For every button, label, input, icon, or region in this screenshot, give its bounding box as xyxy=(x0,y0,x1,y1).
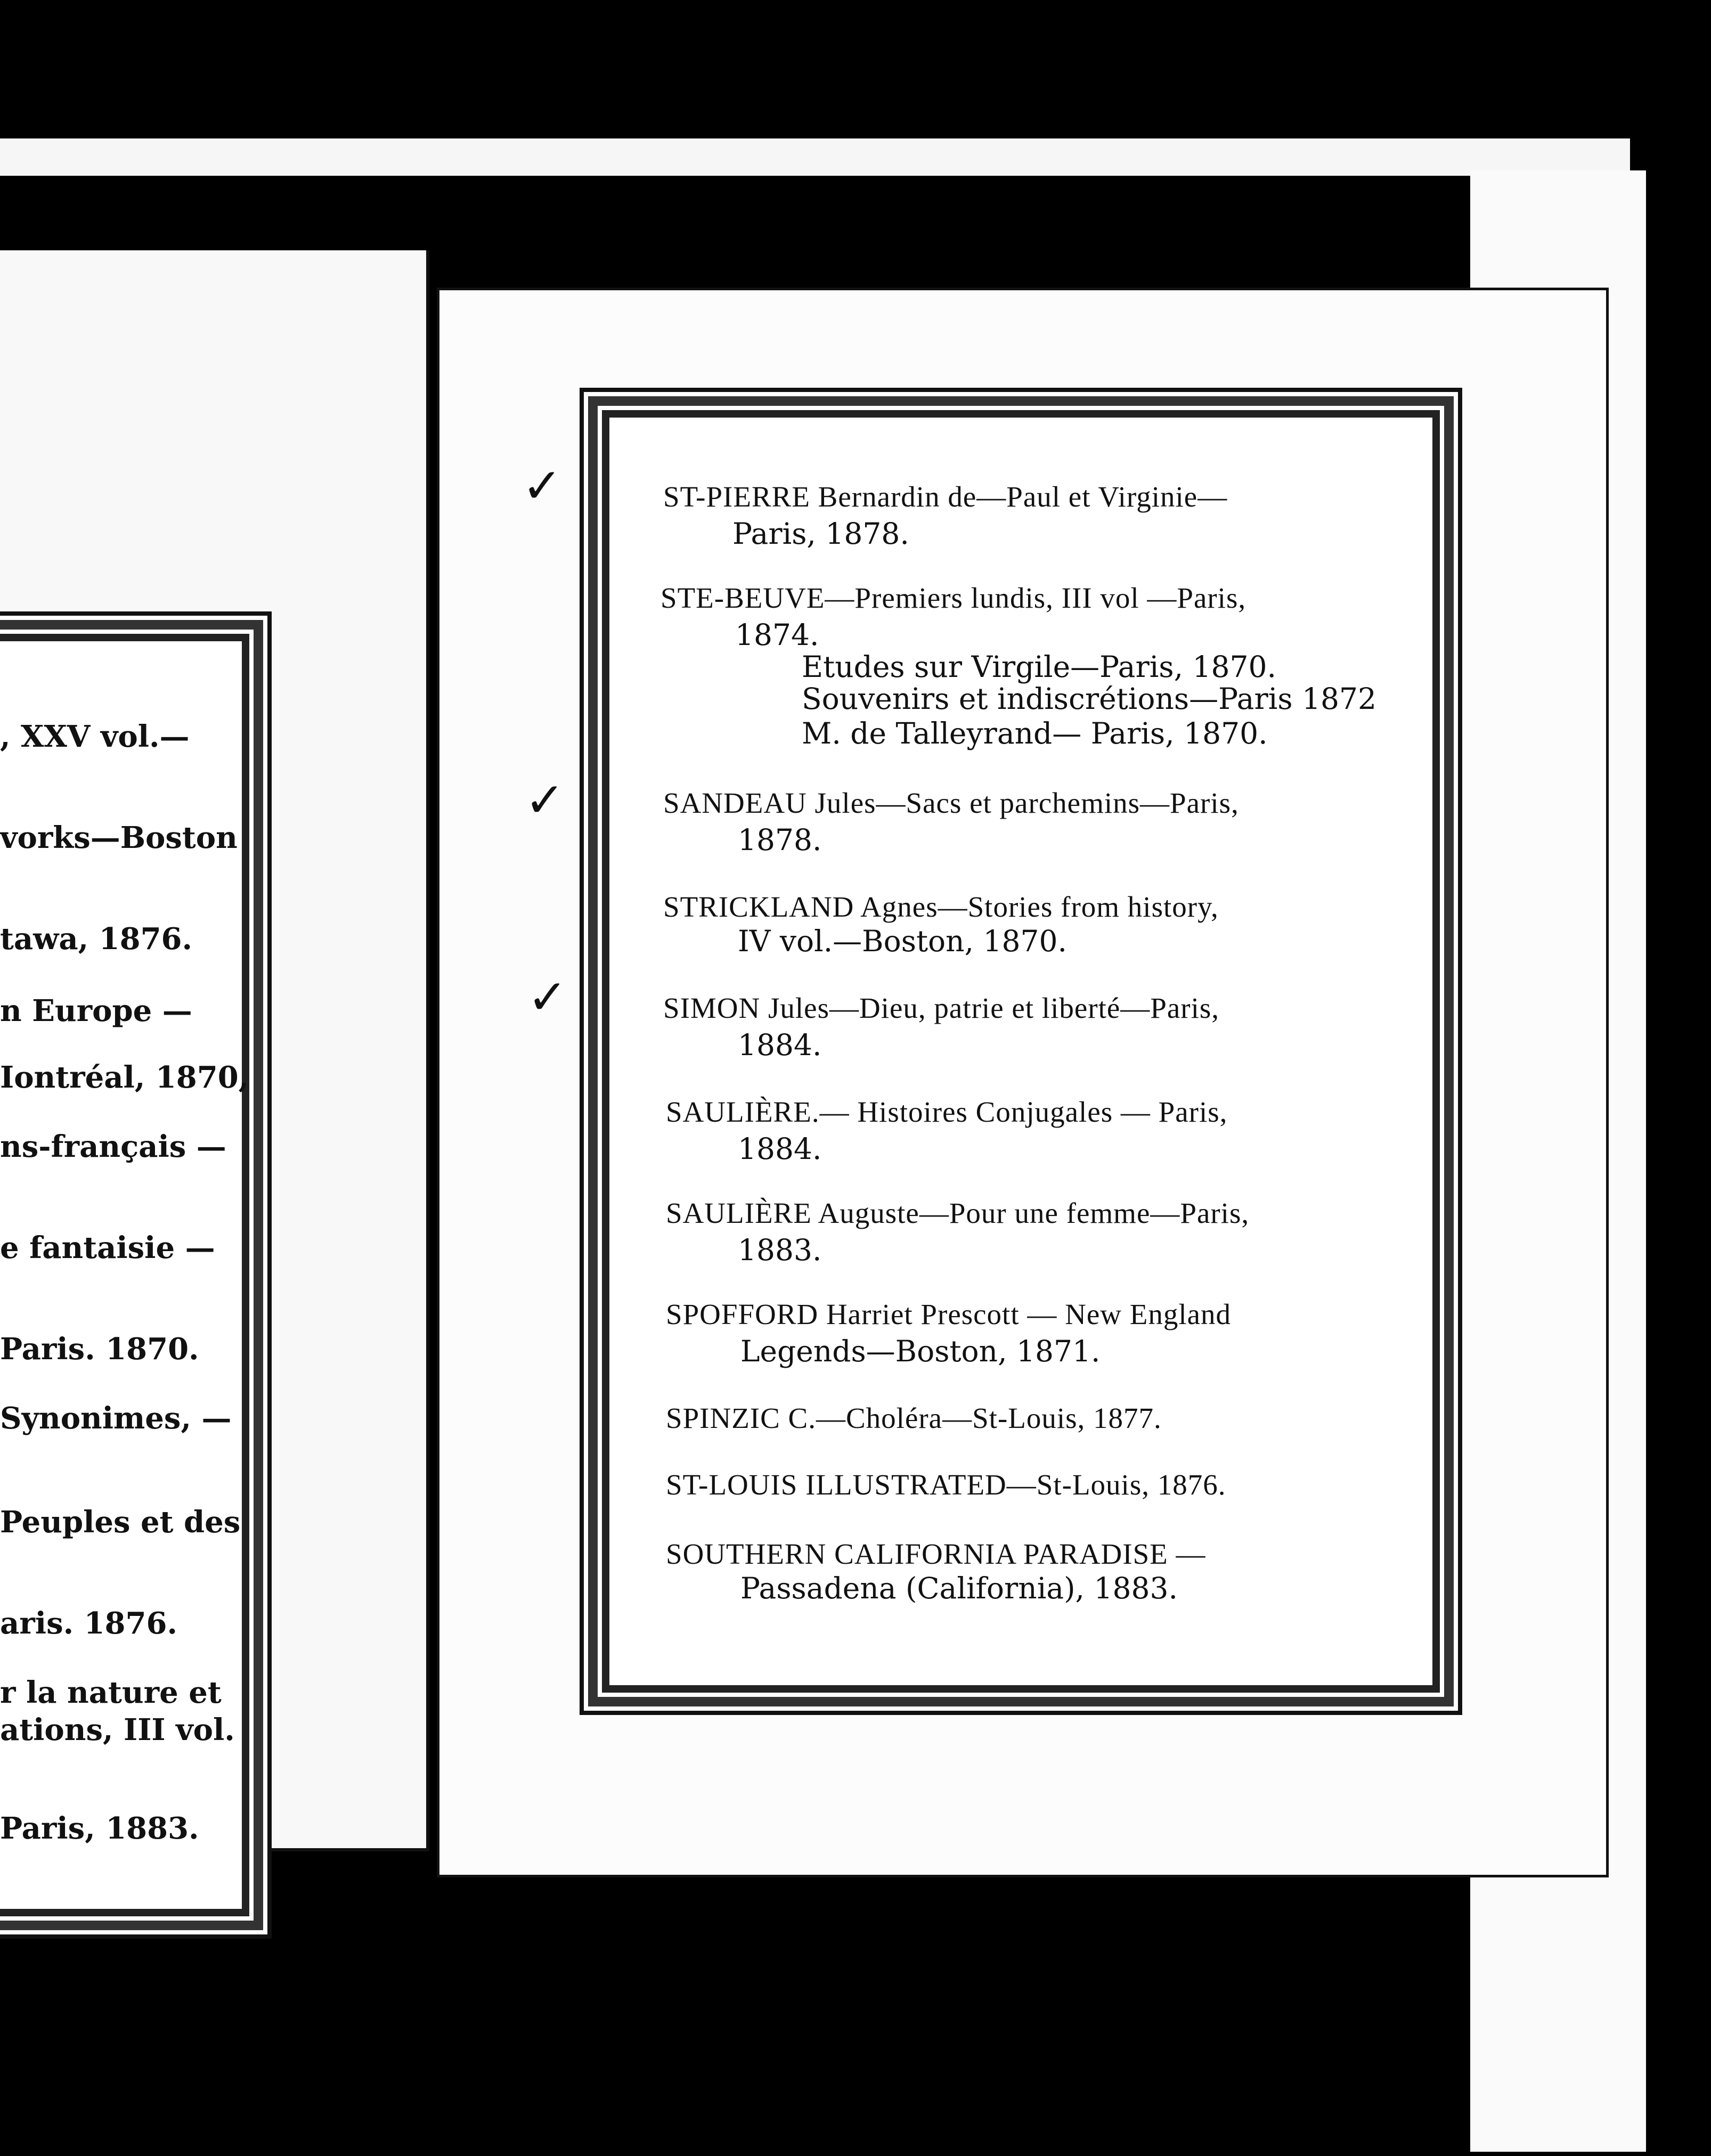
entry-strickland-line-1: STRICKLAND Agnes—Stories from history, xyxy=(663,891,1219,923)
checkmark-1-icon: ✓ xyxy=(522,458,563,514)
entry-ste-beuve-line-5: M. de Talleyrand— Paris, 1870. xyxy=(802,716,1268,750)
left-fragment-4: n Europe — xyxy=(0,993,192,1028)
left-fragment-9: Synonimes, — xyxy=(0,1401,232,1436)
back-paper-strip xyxy=(0,138,1630,176)
left-fragment-8: Paris. 1870. xyxy=(0,1332,199,1367)
entry-spinzic-line-1: SPINZIC C.—Choléra—St-Louis, 1877. xyxy=(666,1402,1162,1434)
left-fragment-2: vorks—Boston xyxy=(0,820,238,855)
entry-ste-beuve-line-2: 1874. xyxy=(735,618,819,652)
entry-sauliere-2-line-1: SAULIÈRE Auguste—Pour une femme—Paris, xyxy=(666,1197,1250,1229)
entry-southern-california-line-1: SOUTHERN CALIFORNIA PARADISE — xyxy=(666,1538,1206,1570)
checkmark-3-icon: ✓ xyxy=(527,969,568,1025)
left-fragment-13: ations, III vol. xyxy=(0,1712,235,1747)
checkmark-2-icon: ✓ xyxy=(525,772,565,828)
entry-sandeau-line-1: SANDEAU Jules—Sacs et parchemins—Paris, xyxy=(663,787,1239,819)
left-page xyxy=(0,250,429,1851)
entry-ste-beuve-line-4: Souvenirs et indiscrétions—Paris 1872 xyxy=(802,682,1376,716)
entry-st-louis-illustrated-line-1: ST-LOUIS ILLUSTRATED—St-Louis, 1876. xyxy=(666,1468,1226,1501)
entry-spofford-line-1: SPOFFORD Harriet Prescott — New England xyxy=(666,1298,1232,1330)
left-fragment-14: Paris, 1883. xyxy=(0,1811,199,1846)
entry-st-pierre-line-2: Paris, 1878. xyxy=(732,517,909,551)
entry-st-pierre-line-1: ST-PIERRE Bernardin de—Paul et Virginie— xyxy=(663,480,1228,513)
entry-ste-beuve-line-1: STE-BEUVE—Premiers lundis, III vol —Paris, xyxy=(661,582,1246,614)
entry-simon-line-1: SIMON Jules—Dieu, patrie et liberté—Paris, xyxy=(663,992,1220,1024)
left-fragment-10: Peuples et des xyxy=(0,1505,241,1540)
entry-sauliere-2-line-2: 1883. xyxy=(738,1233,822,1267)
left-fragment-5: Iontréal, 1870, xyxy=(0,1060,249,1095)
entry-spofford-line-2: Legends—Boston, 1871. xyxy=(740,1334,1101,1368)
left-fragment-6: ns-français — xyxy=(0,1129,226,1164)
entry-sauliere-1-line-2: 1884. xyxy=(738,1132,822,1166)
entry-ste-beuve-line-3: Etudes sur Virgile—Paris, 1870. xyxy=(802,650,1276,684)
entry-sauliere-1-line-1: SAULIÈRE.— Histoires Conjugales — Paris, xyxy=(666,1096,1228,1128)
entry-strickland-line-2: IV vol.—Boston, 1870. xyxy=(738,924,1067,958)
entry-sandeau-line-2: 1878. xyxy=(738,823,822,857)
left-fragment-3: tawa, 1876. xyxy=(0,921,192,957)
left-fragment-11: aris. 1876. xyxy=(0,1606,177,1641)
left-fragment-7: e fantaisie — xyxy=(0,1230,215,1265)
left-fragment-12: r la nature et xyxy=(0,1675,222,1710)
entry-southern-california-line-2: Passadena (California), 1883. xyxy=(740,1571,1178,1605)
left-fragment-1: , XXV vol.— xyxy=(0,719,190,754)
entry-simon-line-2: 1884. xyxy=(738,1028,822,1062)
